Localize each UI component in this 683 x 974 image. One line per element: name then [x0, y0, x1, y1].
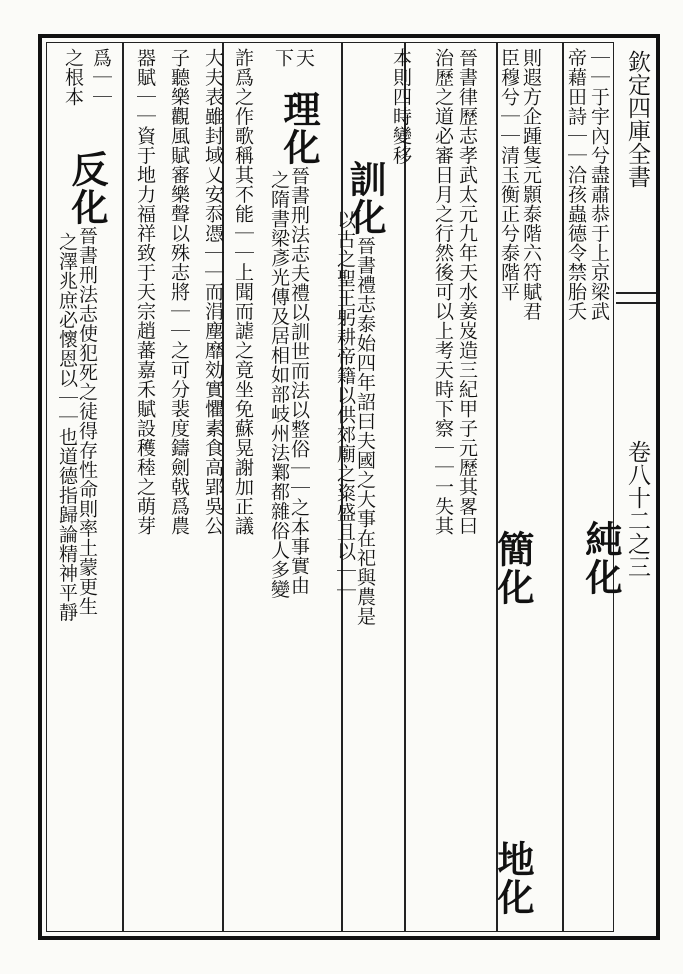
- text-column-9: 以古之聖王躬耕帝籍以供郊廟之粢盛且以｜｜: [334, 210, 356, 600]
- book-title: 欽定四庫全書: [624, 50, 650, 188]
- column-7-text: 本則四時變移: [390, 48, 412, 165]
- heading-jianhua: 簡化: [491, 530, 535, 606]
- column-8-text: 晉書禮志泰始四年詔曰夫國之大事在祀與農是: [354, 236, 376, 626]
- heading-column-chunhua: [579, 520, 623, 920]
- column-rule: [122, 42, 124, 932]
- fishtail-mark-upper: [616, 292, 656, 294]
- text-column-5: 晉書律歷志孝武太元九年天水姜岌造三紀甲子元歷其畧曰: [456, 48, 478, 536]
- text-column-4: 臣穆兮｜｜清玉衡正兮泰階平: [498, 48, 520, 302]
- text-column-3: 則遐方企踵隻元顥泰階六符賦君: [520, 48, 542, 321]
- text-column-18: 爲｜｜: [90, 48, 112, 107]
- text-column-2: 帝藉田詩｜｜洽孩蟲德令禁胎夭: [565, 48, 587, 321]
- text-column-13: 之隋書梁彥光傳及居相如部岐州法鄴都雜俗人多變: [268, 170, 290, 599]
- text-column-6: 治歷之道必審日月之行然後可以上考天時下察｜｜一失其: [432, 48, 454, 536]
- text-column-14: 詐爲之作歌稱其不能｜｜上聞而謔之竟坐免蘇晃謝加正議: [232, 48, 254, 536]
- heading-chunhua: 純化: [579, 520, 623, 596]
- volume-label: 卷八十二之三: [624, 440, 650, 578]
- fishtail-mark-lower: [616, 302, 656, 304]
- text-column-16: 子聽樂觀風賦審樂聲以殊志將｜｜之可分裴度鑄劍戟爲農: [168, 48, 190, 536]
- text-column-19: 之根本: [62, 48, 84, 107]
- heading-xunhua: 訓化: [343, 160, 387, 236]
- heading-column-dihua: [491, 840, 535, 930]
- text-column-15: 大夫表雖封域乂安忝憑｜｜而涓塵靡効實懼素食高郢吳公: [202, 48, 224, 536]
- heading-lihua: 理化: [277, 90, 321, 166]
- heading-fanhua: 反化: [65, 150, 109, 226]
- column-12-text: 晉書刑法志夫禮以訓世而法以整俗｜｜之本事實由: [288, 166, 310, 595]
- page-margin-column: [616, 44, 656, 928]
- text-column-21: 之澤兆庶必懷恩以｜｜也道德指歸論精神平靜: [56, 232, 78, 622]
- text-column-10: 天: [293, 48, 315, 68]
- text-column-1: ｜｜于宇內兮盡肅恭于上京梁武: [588, 48, 610, 321]
- text-column-11: 下: [272, 48, 294, 68]
- text-column-7: [388, 48, 414, 928]
- text-column-17: 器賦｜｜資于地力福祥致于天宗趙蕃嘉禾賦設穫稑之萌芽: [134, 48, 156, 536]
- heading-dihua: 地化: [491, 840, 535, 916]
- column-20-text: 晉書刑法志使犯死之徒得存性命則率土蒙更生: [76, 226, 98, 616]
